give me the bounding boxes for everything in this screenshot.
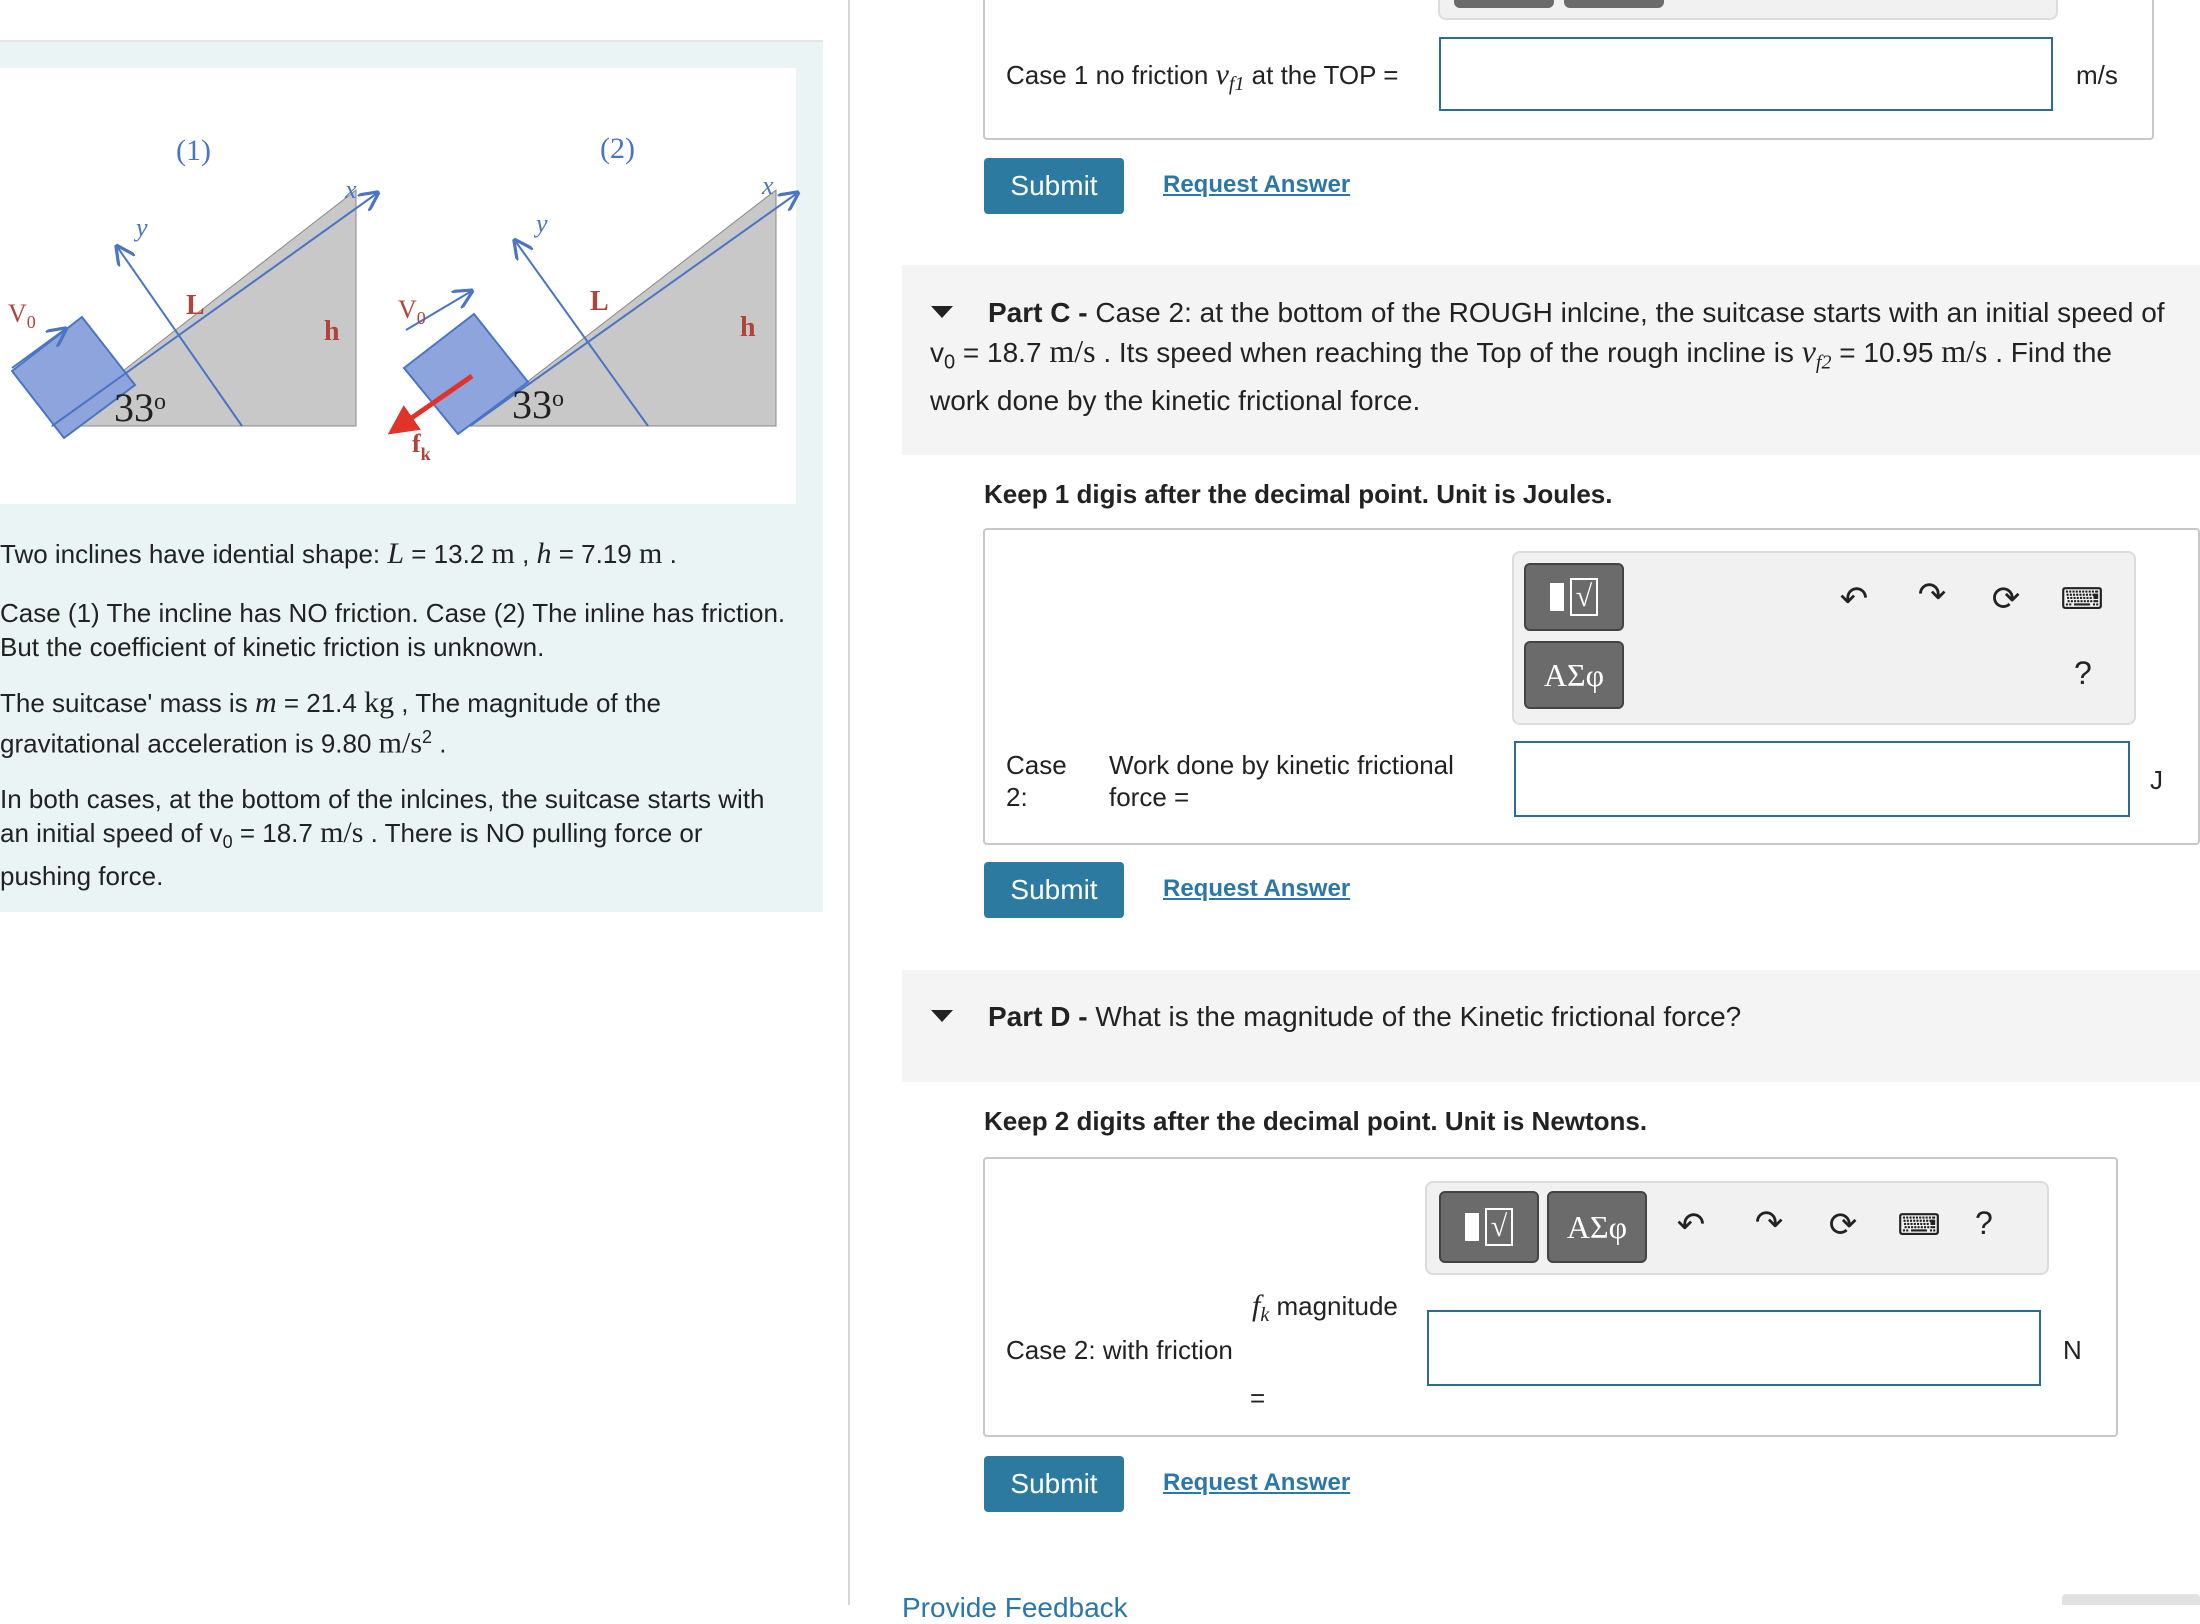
partC-work-label: Work done by kinetic frictional force =	[1109, 750, 1454, 812]
reset-icon[interactable]: ⟳	[1828, 1206, 1858, 1244]
axis-x-label: x	[345, 175, 357, 204]
partD-instruction: Keep 2 digits after the decimal point. Unit is Newtons.	[984, 1106, 1648, 1136]
partD-question: Part D - What is the magnitude of the Kinetic frictional force?	[988, 1001, 1742, 1032]
partD-input[interactable]	[1427, 1310, 2041, 1386]
help-icon[interactable]: ?	[2074, 655, 2092, 691]
case2-label: (2)	[600, 132, 635, 165]
partB-request-answer-link[interactable]: Request Answer	[1163, 171, 1351, 198]
partD-request-answer-link[interactable]: Request Answer	[1163, 1469, 1351, 1496]
problem-dimensions: Two inclines have idential shape: L = 13.2 m , h = 7.19 m .	[0, 537, 677, 570]
block-icon	[1550, 583, 1564, 611]
provide-feedback-link[interactable]: Provide Feedback	[902, 1592, 1128, 1623]
redo-icon[interactable]: ↷	[1917, 576, 1947, 614]
symbols-button[interactable]: ΑΣφ	[1547, 1191, 1647, 1263]
block-icon	[1465, 1213, 1479, 1241]
partB-toolbar	[1438, 0, 2058, 20]
partD-magnitude-label: $f_k$ magnitude	[1252, 1289, 1398, 1327]
help-icon[interactable]: ?	[1975, 1205, 1993, 1241]
partC-case-label: Case 2:	[1006, 750, 1067, 812]
partB-submit-button[interactable]: Submit	[984, 158, 1124, 214]
sqrt-icon: √	[1485, 1208, 1513, 1246]
keyboard-icon[interactable]: ⌨	[2060, 582, 2104, 616]
axis-y-label: y	[136, 213, 148, 242]
axis-y-label-2: y	[536, 209, 548, 238]
incline-diagram	[0, 68, 796, 504]
reset-icon[interactable]: ⟳	[1991, 580, 2021, 618]
friction-label: $f_k$	[412, 429, 431, 464]
partB-input[interactable]	[1439, 37, 2053, 111]
length-label-2: L	[590, 286, 609, 317]
partC-request-answer-link[interactable]: Request Answer	[1163, 875, 1351, 902]
redo-icon[interactable]: ↷	[1754, 1204, 1784, 1242]
angle-label: 33$^o$	[114, 385, 166, 430]
angle-label-2: 33$^o$	[512, 382, 564, 427]
feedback-link-clip	[902, 1590, 1302, 1623]
partB-unit: m/s	[2076, 60, 2118, 90]
incline-figure	[0, 68, 796, 504]
partD-submit-button[interactable]: Submit	[984, 1456, 1124, 1512]
length-label: L	[186, 290, 205, 321]
undo-icon[interactable]: ↶	[1676, 1206, 1706, 1244]
partB-label: Case 1 no friction $v_{f1}$ at the TOP =	[1006, 58, 1399, 96]
partC-question: Part C - Case 2: at the bottom of the ROUGH inlcine, the suitcase starts with an initial speed of $v_0 = 18.7$ m/s . Its speed when reaching the Top of the rough incline is $v_{f2} = 10.95$ m/s . Find the work done by the kinetic frictional force.	[930, 297, 2165, 416]
partC-toolbar	[1512, 551, 2136, 725]
case1-label: (1)	[176, 134, 211, 167]
symbols-button[interactable]: ΑΣφ	[1524, 641, 1624, 709]
height-label-2: h	[740, 312, 756, 343]
partD-collapse-icon[interactable]	[931, 1010, 953, 1022]
partD-unit: N	[2063, 1335, 2082, 1365]
partD-toolbar	[1425, 1181, 2049, 1275]
problem-initial-speed: In both cases, at the bottom of the inlcines, the suitcase starts with an initial speed of $v_0 = 18.7$ m/s . There is NO pulling force or pushing force.	[0, 784, 765, 892]
sqrt-icon: √	[1570, 578, 1598, 616]
problem-mass: The suitcase' mass is m = 21.4 kg , The magnitude of the gravitational acceleration is 9.80 $m/s^2$ .	[0, 686, 661, 760]
v0-label-2: $V_0$	[398, 295, 426, 328]
partC-instruction: Keep 1 digis after the decimal point. Unit is Joules.	[984, 479, 1613, 509]
undo-icon[interactable]: ↶	[1839, 580, 1869, 618]
problem-cases: Case (1) The incline has NO friction. Case (2) The inline has friction. But the coefficient of kinetic friction is unknown.	[0, 598, 786, 662]
next-button[interactable]	[2062, 1594, 2200, 1605]
pane-divider	[848, 0, 850, 1605]
partD-case-label: Case 2: with friction	[1006, 1335, 1233, 1365]
partC-input[interactable]	[1514, 741, 2130, 817]
partC-unit: J	[2150, 765, 2163, 795]
templates-button[interactable]	[1524, 563, 1624, 631]
axis-x-label-2: x	[762, 171, 774, 200]
keyboard-icon[interactable]: ⌨	[1897, 1208, 1941, 1242]
height-label: h	[324, 316, 340, 347]
partC-submit-button[interactable]: Submit	[984, 862, 1124, 918]
partD-equals-sign: =	[1250, 1383, 1266, 1413]
templates-button[interactable]	[1439, 1191, 1539, 1263]
symbols-button[interactable]	[1564, 0, 1664, 8]
templates-button[interactable]	[1454, 0, 1554, 8]
v0-label: $V_0$	[8, 299, 36, 332]
